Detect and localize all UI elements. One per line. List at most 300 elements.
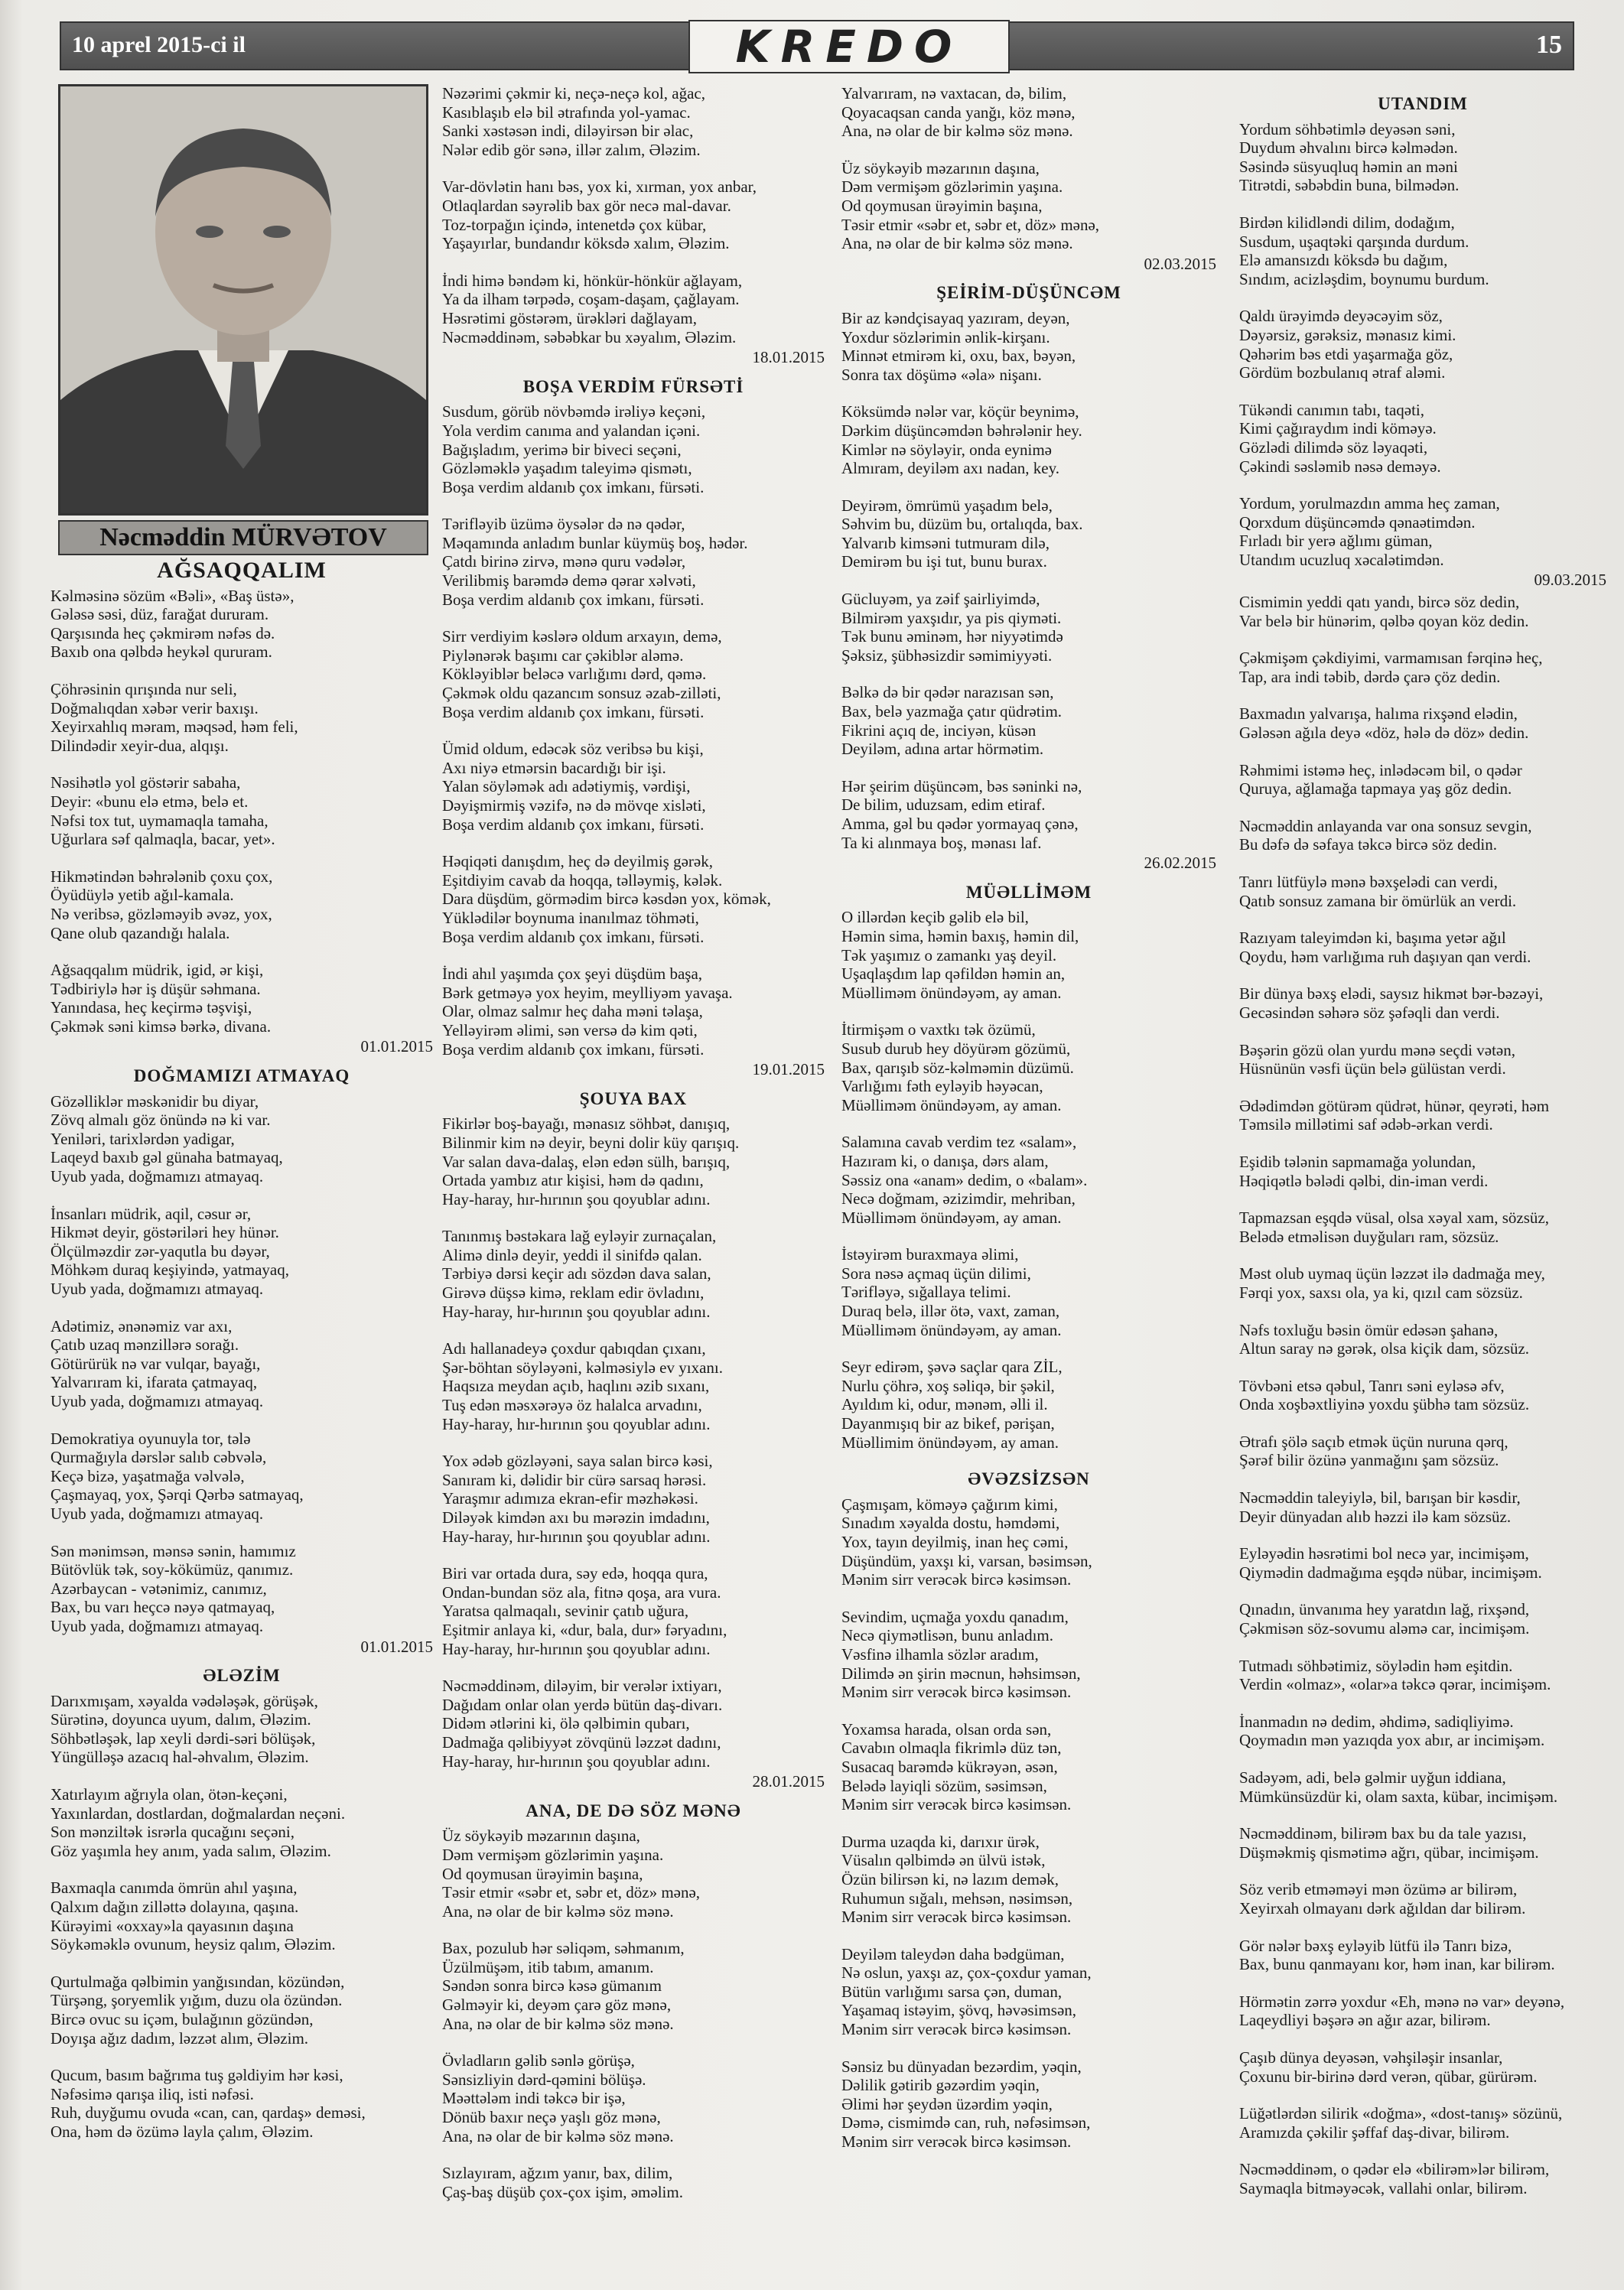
poem-title: ANA, DE DƏ SÖZ MƏNƏ bbox=[526, 1800, 741, 1820]
stanza bbox=[442, 1564, 825, 1658]
verse-line: Belədə layiqli sözüm, səsimsən, bbox=[841, 1776, 1047, 1795]
verse-line: Amma, gəl bu qədər yormayaq çənə, bbox=[841, 815, 1079, 833]
verse-line: Bu dəfə də səfaya təkcə bircə söz dedin. bbox=[1239, 835, 1498, 854]
verse-line: Demokratiya oyunuyla tor, tələ bbox=[50, 1429, 251, 1448]
verse-line: Axı niyə etmərsin bacardığı bir işi. bbox=[442, 758, 666, 777]
verse-line: Sındım, acizləşdim, boynumu burdum. bbox=[1239, 269, 1489, 288]
verse-line: Müəlliməm önündəyəm, ay aman. bbox=[841, 1208, 1062, 1227]
author-portrait-icon bbox=[60, 86, 426, 513]
verse-line: Nəcməddinəm, bilirəm bax bu da tale yazısı, bbox=[1239, 1824, 1527, 1843]
stanza bbox=[1239, 1544, 1606, 1582]
stanza bbox=[1239, 401, 1606, 476]
verse-line: Mənim sirr verəcək bircə kəsimsən. bbox=[841, 1570, 1072, 1589]
verse-line: Kimlər nə söyləyir, onda eynimə bbox=[841, 440, 1052, 459]
verse-line: Mənim sirr verəcək bircə kəsimsən. bbox=[841, 2132, 1072, 2152]
verse-line: Sirr verdiyim kəslərə oldum arxayın, demə, bbox=[442, 627, 722, 646]
verse-line: Birdən kilidləndi dilim, dodağım, bbox=[1239, 213, 1455, 232]
verse-line: Saymaqla bitməyəcək, vallahi onlar, bilirəm. bbox=[1239, 2178, 1528, 2197]
verse-line: Qucum, basım bağrıma tuş gəldiyim hər kəsi, bbox=[50, 2066, 343, 2085]
verse-line: Baxmadın yalvarışa, halıma rixşənd elədin, bbox=[1239, 704, 1518, 724]
stanza bbox=[841, 496, 1216, 571]
verse-line: Od qoymusan ürəyimin başına, bbox=[841, 196, 1043, 215]
poem bbox=[1239, 593, 1606, 2197]
stanza bbox=[1239, 1657, 1606, 1694]
verse-line: Əlimi hər şeydən üzərdim yəqin, bbox=[841, 2094, 1053, 2113]
stanza bbox=[50, 867, 433, 942]
verse-line: Həqiqəti danışdım, heç də deyilmiş gərək, bbox=[442, 852, 713, 871]
verse-line: Hikmətindən bəhrələnib çoxu çox, bbox=[50, 867, 273, 886]
verse-line: Hüsnünün vəsfi üçün belə gülüstan verdi. bbox=[1239, 1059, 1506, 1078]
verse-line: Baxmaqla canımda ömrün ahıl yaşına, bbox=[50, 1879, 298, 1898]
verse-line: Qurtulmağa qəlbimin yanğısından, közündən, bbox=[50, 1972, 345, 1991]
verse-line: Şərəf bilir özünə yanmağını şam sözsüz. bbox=[1239, 1451, 1499, 1470]
verse-line: Köksümdə nələr var, köçür beynimə, bbox=[841, 402, 1079, 421]
verse-line: Öyüdüylə yetib ağıl-kamala. bbox=[50, 886, 234, 905]
verse-line: Tanınmış bəstəkara lağ eyləyir zurnaçalan, bbox=[442, 1227, 717, 1246]
verse-line: Təmsilə millətimi saf ədəb-ərkan verdi. bbox=[1239, 1115, 1493, 1134]
stanza bbox=[1239, 1488, 1606, 1526]
verse-line: Üz söykəyib məzarının daşına, bbox=[841, 158, 1040, 177]
poem-date: 19.01.2015 bbox=[752, 1060, 825, 1079]
verse-line: Hay-haray, hır-hırının şou qoyublar adını. bbox=[442, 1527, 711, 1546]
verse-line: Dara düşdüm, görmədim bircə kəsdən yox, kömək, bbox=[442, 890, 771, 909]
verse-line: Bax, qarışıb söz-kəlməmin düzümü. bbox=[841, 1058, 1074, 1077]
stanza bbox=[841, 908, 1216, 1002]
verse-line: Minnət etmirəm ki, oxu, bax, bəyən, bbox=[841, 346, 1076, 366]
verse-line: Səssiz ona «anam» dedim, o «balam». bbox=[841, 1170, 1088, 1189]
verse-line: Tutmadı söhbətimiz, söylədin həm eşitdin. bbox=[1239, 1656, 1513, 1675]
verse-line: Gəlməyir ki, deyəm çarə göz mənə, bbox=[442, 1996, 672, 2015]
verse-line: Qınadın, ünvanıma hey yaratdın lağ, rixşənd, bbox=[1239, 1600, 1530, 1619]
stanza bbox=[442, 272, 825, 346]
verse-line: Quruya, ağlamağa tapmaya yaş göz dedin. bbox=[1239, 779, 1512, 799]
stanza bbox=[841, 402, 1216, 477]
stanza bbox=[50, 1879, 433, 1953]
stanza bbox=[841, 1358, 1216, 1452]
verse-line: Çaş-baş düşüb çox-çox işim, əməlim. bbox=[442, 2182, 683, 2201]
verse-line: Yüklədilər boynuma inanılmaz töhməti, bbox=[442, 908, 699, 927]
page-number: 15 bbox=[1536, 31, 1562, 59]
verse-line: Verdin «olmaz», «olar»a təkcə qərar, incimişəm. bbox=[1239, 1675, 1551, 1694]
verse-line: Müəlliməm önündəyəm, ay aman. bbox=[841, 983, 1062, 1002]
stanza bbox=[841, 1833, 1216, 1927]
verse-line: Tapmazsan eşqdə vüsal, olsa xəyal xam, sözsüz, bbox=[1239, 1208, 1549, 1228]
verse-line: Altun saray nə gərək, olsa kiçik dam, sözsüz. bbox=[1239, 1339, 1530, 1358]
verse-line: Cismimin yeddi qatı yandı, bircə söz dedin, bbox=[1239, 593, 1520, 612]
verse-line: De bilim, uduzsam, edim etiraf. bbox=[841, 795, 1046, 815]
verse-line: Həsrətimi göstərəm, ürəkləri dağlayam, bbox=[442, 308, 697, 327]
verse-line: Uyub yada, doğmamızı atmayaq. bbox=[50, 1616, 264, 1635]
verse-line: Sınadım xəyalda dostu, həmdəmi, bbox=[841, 1514, 1060, 1533]
stanza bbox=[841, 683, 1216, 758]
verse-line: Üz söykəyib məzarının daşına, bbox=[442, 1826, 640, 1846]
verse-line: Düşündüm, yaxşı ki, varsan, bəsimsən, bbox=[841, 1551, 1092, 1570]
column-4 bbox=[1239, 84, 1606, 2217]
verse-line: Olar, olmaz salmır heç daha məni təlaşa, bbox=[442, 1002, 703, 1021]
poem bbox=[442, 378, 825, 1079]
verse-line: Uğurlara səf qalmaqla, bacar, yet». bbox=[50, 830, 275, 849]
verse-line: Var salan dava-dalaş, elən edən sülh, barışıq, bbox=[442, 1152, 731, 1171]
stanza bbox=[1239, 1433, 1606, 1470]
verse-line: Ondan-bundan söz ala, fitnə qoşa, ara vura. bbox=[442, 1583, 721, 1602]
verse-line: Piylənərək başımı car çəkiblər aləmə. bbox=[442, 646, 684, 665]
verse-line: Girəvə düşsə kimə, reklam edir övladını, bbox=[442, 1283, 705, 1303]
verse-line: Qorxdum düşüncəmdə qənaətimdən. bbox=[1239, 512, 1476, 532]
poem-title: ƏLƏZİM bbox=[203, 1666, 281, 1686]
stanza bbox=[50, 680, 433, 755]
verse-line: Verilibmiş barəmdə demə qərar xəlvəti, bbox=[442, 571, 696, 590]
verse-line: Fərqi yox, saxsı ola, ya ki, qızıl cam sözsüz. bbox=[1239, 1283, 1523, 1302]
stanza bbox=[1239, 817, 1606, 854]
stanza bbox=[442, 1677, 825, 1771]
verse-line: Uşaqlaşdım lap qəfildən həmin an, bbox=[841, 964, 1066, 984]
stanza bbox=[841, 1020, 1216, 1114]
verse-line: Deyir dünyadan alıb həzzi ilə kam sözsüz. bbox=[1239, 1507, 1512, 1526]
verse-line: Bax, bunu qanmayanı kor, həm inan, kar bilirəm. bbox=[1239, 1955, 1555, 1974]
verse-line: Söhbətləşək, lap xeyli dərdi-səri bölüşək, bbox=[50, 1729, 316, 1748]
poem-title: DOĞMAMIZI ATMAYAQ bbox=[133, 1066, 350, 1086]
verse-line: Özün bilirsən ki, nə lazım demək, bbox=[841, 1869, 1059, 1888]
verse-line: Dilindədir xeyir-dua, alqışı. bbox=[50, 736, 229, 755]
column-2 bbox=[442, 84, 825, 2220]
poem bbox=[841, 883, 1216, 1452]
verse-line: Möhkəm duraq keşiyində, yatmayaq, bbox=[50, 1260, 290, 1280]
stanza bbox=[50, 773, 433, 848]
verse-line: Dilimdə ən şirin məcnun, həhsimsən, bbox=[841, 1664, 1081, 1683]
verse-line: Tərifləyib üzümə öysələr də nə qədər, bbox=[442, 515, 685, 534]
verse-line: Dəm vermişəm gözlərimin yaşına. bbox=[442, 1845, 664, 1864]
stanza bbox=[841, 1608, 1216, 1702]
verse-line: Dəyərsiz, gərəksiz, mənasız kimi. bbox=[1239, 325, 1456, 344]
verse-line: Biri var ortada dura, səy edə, hoqqa qura, bbox=[442, 1564, 708, 1583]
verse-line: Darıxmışam, xəyalda vədələşək, görüşək, bbox=[50, 1691, 318, 1710]
poem-title: ŞEİRİM-DÜŞÜNCƏM bbox=[936, 283, 1121, 303]
stanza bbox=[841, 2057, 1216, 2152]
verse-line: Bax, pozulub hər səliqəm, səhmanım, bbox=[442, 1939, 685, 1958]
verse-line: Ana, nə olar de bir kəlmə söz mənə. bbox=[841, 122, 1073, 141]
stanza bbox=[1239, 1321, 1606, 1358]
verse-line: Ayıldım ki, odur, mənəm, əlli il. bbox=[841, 1395, 1048, 1414]
stanza bbox=[442, 1452, 825, 1546]
verse-line: Dadmağa qəlibiyyət zövqünü ləzzət dadını, bbox=[442, 1732, 721, 1752]
issue-date: 10 aprel 2015-ci il bbox=[72, 32, 246, 57]
verse-line: İnanmadın nə dedim, əhdimə, sadiqliyimə. bbox=[1239, 1712, 1514, 1731]
verse-line: Kökləyiblər beləcə varlığımı dərd, qəmə. bbox=[442, 665, 707, 684]
verse-line: Ətrafı şölə saçıb etmək üçün nuruna qərq, bbox=[1239, 1432, 1508, 1451]
verse-line: Fırladı bir yerə ağlımı güman, bbox=[1239, 532, 1433, 551]
verse-line: Necə qiymətlisən, bunu anladım. bbox=[841, 1626, 1054, 1645]
stanza bbox=[442, 627, 825, 721]
verse-line: Çəkmək oldu qazancım sonsuz əzab-zilləti, bbox=[442, 684, 721, 703]
verse-line: Yoxdur sözlərimin ənlik-kirşanı. bbox=[841, 327, 1050, 346]
poem bbox=[1239, 95, 1606, 590]
verse-line: Uyub yada, doğmamızı atmayaq. bbox=[50, 1504, 264, 1523]
verse-line: Çöhrəsinin qırışında nur seli, bbox=[50, 679, 237, 698]
verse-line: Yola verdim canıma and yalandan içəni. bbox=[442, 421, 701, 440]
verse-line: Yaşamaq istəyim, şövq, həvəsimsən, bbox=[841, 2001, 1077, 2020]
verse-line: Xeyirxahlıq məram, məqsəd, həm feli, bbox=[50, 717, 298, 737]
verse-line: Lüğətlərdən silirik «doğma», «dost-tanış» sözünü, bbox=[1239, 2104, 1563, 2123]
verse-line: Bircə ovuc su içəm, bulağının gözündən, bbox=[50, 2010, 314, 2028]
stanza bbox=[442, 1826, 825, 1921]
verse-line: Bərk getməyə yox heyim, meylliyəm yavaşa. bbox=[442, 983, 733, 1002]
verse-line: Yaşayırlar, bundandır köksdə xalım, Ələzim. bbox=[442, 234, 730, 253]
verse-line: Yalvarıb kimsəni tutmuram dilə, bbox=[841, 533, 1050, 552]
stanza bbox=[841, 1495, 1216, 1589]
verse-line: Adı hallanadeyə çoxdur qabıqdan çıxanı, bbox=[442, 1339, 706, 1358]
verse-line: Nələr edib gör sənə, illər zalım, Ələzim. bbox=[442, 140, 701, 159]
verse-line: Sora nəsə açmaq üçün dilimi, bbox=[841, 1264, 1031, 1283]
verse-line: Söz verib etməməyi mən özümə ar bilirəm, bbox=[1239, 1880, 1518, 1899]
stanza bbox=[841, 1945, 1216, 2039]
verse-line: Toz-torpağın içində, intenetdə çox kübar, bbox=[442, 215, 707, 234]
verse-line: Nəzərimi çəkmir ki, neçə-neçə kol, ağac, bbox=[442, 84, 705, 102]
verse-line: Həmin sima, həmin baxış, həmin dil, bbox=[841, 926, 1079, 945]
verse-line: Eşitmir anlaya ki, «dur, bala, dur» fəryadını, bbox=[442, 1620, 727, 1639]
stanza bbox=[442, 2051, 825, 2145]
verse-line: Ona, həm də özümə layla çalım, Ələzim. bbox=[50, 2122, 314, 2141]
verse-line: Təsir etmir «səbr et, səbr et, döz» mənə, bbox=[841, 215, 1100, 234]
poem-date: 01.01.2015 bbox=[360, 1037, 433, 1056]
stanza bbox=[1239, 873, 1606, 910]
verse-line: Elə amansızdı köksdə bu dağım, bbox=[1239, 251, 1448, 270]
verse-line: Üzülmüşəm, itib tabım, amanım. bbox=[442, 1957, 654, 1976]
verse-line: Eşitdiyim cavab da hoqqa, təlləymiş, kələk. bbox=[442, 870, 723, 890]
verse-line: Sonra tax döşümə «əla» nişanı. bbox=[841, 365, 1042, 384]
verse-line: Gecəsindən səhərə söz şəfəqli dan verdi. bbox=[1239, 1003, 1500, 1022]
verse-line: Yelləyirəm əlimi, sən versə də kim qəti, bbox=[442, 1020, 698, 1039]
verse-line: Mümkünsüzdür ki, olam saxta, kübar, incimişəm. bbox=[1239, 1787, 1558, 1806]
verse-line: Durma uzaqda ki, darıxır ürək, bbox=[841, 1832, 1040, 1851]
stanza bbox=[1239, 1992, 1606, 2030]
verse-line: Məst olub uymaq üçün ləzzət ilə dadmağa mey, bbox=[1239, 1264, 1545, 1283]
verse-line: Susub durub hey döyürəm gözümü, bbox=[841, 1039, 1071, 1058]
verse-line: Xeyirxah olmayanı dərk ağıldan dar bilirəm. bbox=[1239, 1898, 1526, 1918]
verse-line: Məəttələm indi təkcə bir işə, bbox=[442, 2089, 626, 2108]
verse-line: Bütün varlığımı sarsa çən, duman, bbox=[841, 1982, 1063, 2001]
verse-line: Dəyişmirmiş vəzifə, nə də mövqe xisləti, bbox=[442, 796, 706, 815]
stanza bbox=[841, 1133, 1216, 1227]
verse-line: Boşa verdim aldanıb çox imkanı, fürsəti. bbox=[442, 927, 705, 946]
verse-line: Ta ki alınmaya boş, mənası laf. bbox=[841, 833, 1042, 852]
verse-line: Səndən sonra bircə kəsə gümanım bbox=[442, 1976, 662, 1996]
verse-line: Tanrı lütfüylə mənə bəxşelədi can verdi, bbox=[1239, 873, 1498, 891]
stanza bbox=[841, 309, 1216, 384]
author-photo bbox=[58, 84, 428, 516]
verse-line: Laqeydliyi bəşərə ən ağır azar, bilirəm. bbox=[1239, 2011, 1491, 2030]
stanza bbox=[50, 1785, 433, 1860]
stanza bbox=[1239, 1377, 1606, 1414]
verse-line: İnsanları müdrik, aqil, cəsur ər, bbox=[50, 1204, 252, 1223]
stanza bbox=[442, 1227, 825, 1321]
stanza bbox=[442, 1939, 825, 2033]
verse-line: Sadəyəm, adi, belə gəlmir uyğun iddiana, bbox=[1239, 1768, 1506, 1787]
verse-line: Çəkmisən söz-sovumu aləmə car, incimişəm. bbox=[1239, 1619, 1530, 1638]
verse-line: Çoxunu bir-birinə dərd verən, qübar, gürürəm. bbox=[1239, 2067, 1538, 2086]
verse-line: Rəhmimi istəmə heç, inlədəcəm bil, o qədər bbox=[1239, 760, 1522, 779]
stanza bbox=[1239, 1097, 1606, 1134]
verse-line: Almıram, deyiləm axı nadan, key. bbox=[841, 459, 1059, 478]
verse-line: Alimə dinlə deyir, yeddi il sinifdə qalan. bbox=[442, 1245, 702, 1264]
stanza bbox=[442, 515, 825, 609]
verse-line: Göz yaşımla hey anım, yada salım, Ələzim. bbox=[50, 1841, 331, 1860]
stanza bbox=[1239, 1880, 1606, 1918]
verse-line: Eşidib tələnin sapmamağa yolundan, bbox=[1239, 1152, 1476, 1171]
verse-line: Ruhumun sığalı, mehsən, nəsimsən, bbox=[841, 1888, 1073, 1908]
poem-title: ƏVƏZSİZSƏN bbox=[968, 1469, 1090, 1489]
verse-line: Nəcməddinəm, səbəbkar bu xəyalım, Ələzim. bbox=[442, 327, 737, 346]
verse-line: Tuş edən məsxərəyə öz halalca arvadını, bbox=[442, 1396, 702, 1415]
verse-line: Gör nələr bəxş eyləyib lütfü ilə Tanrı bizə, bbox=[1239, 1936, 1512, 1955]
verse-line: Dəmə, cismimdə can, ruh, nəfəsimsən, bbox=[841, 2113, 1091, 2132]
verse-line: Kürəyimi «oxxay»la qayasının daşına bbox=[50, 1916, 294, 1935]
stanza bbox=[1239, 213, 1606, 288]
verse-line: İndi himə bəndəm ki, hönkür-hönkür ağlayam, bbox=[442, 271, 743, 290]
stanza bbox=[442, 1114, 825, 1208]
verse-line: Necə doğmam, əzizimdir, mehriban, bbox=[841, 1189, 1076, 1208]
poem bbox=[841, 84, 1216, 273]
verse-line: Tədbiriylə hər iş düşür səhmana. bbox=[50, 979, 261, 998]
verse-line: Müəlliməm önündəyəm, ay aman. bbox=[841, 1320, 1062, 1339]
verse-line: Nəcməddin anlayanda var ona sonsuz sevgin, bbox=[1239, 816, 1532, 835]
verse-line: Gözlədi dilimdə söz ləyaqəti, bbox=[1239, 438, 1428, 457]
verse-line: Dəlilik gətirib gəzərdim yəqin, bbox=[841, 2076, 1040, 2095]
verse-line: Mənim sirr verəcək bircə kəsimsən. bbox=[841, 1908, 1072, 1927]
verse-line: Duydum əhvalını bircə kəlmədən. bbox=[1239, 138, 1458, 158]
verse-line: Eyləyədin həsrətimi bol necə yar, incimişəm, bbox=[1239, 1544, 1529, 1563]
verse-line: Yox ədəb gözləyəni, saya salan bircə kəsi, bbox=[442, 1452, 713, 1471]
verse-line: Yaxınlardan, dostlardan, doğmalardan neçəni. bbox=[50, 1804, 346, 1823]
verse-line: Ədədimdən götürəm qüdrət, hünər, qeyrəti, həm bbox=[1239, 1096, 1550, 1115]
verse-line: Nəcməddinəm, diləyim, bir verələr ixtiyarı, bbox=[442, 1677, 722, 1696]
stanza bbox=[442, 1339, 825, 1433]
poem-date: 26.02.2015 bbox=[1144, 854, 1216, 873]
verse-line: Gələsən ağıla deyə «döz, hələ də döz» dedin. bbox=[1239, 724, 1529, 743]
stanza bbox=[1239, 649, 1606, 686]
verse-line: Yox, tayın deyilmiş, inan heç cəmi, bbox=[841, 1533, 1069, 1551]
verse-line: Hay-haray, hır-hırının şou qoyublar adını. bbox=[442, 1752, 711, 1771]
verse-line: Çəkindi səsləmib nəsə deməyə. bbox=[1239, 457, 1441, 476]
verse-line: Adətimiz, ənənəmiz var axı, bbox=[50, 1316, 233, 1335]
stanza bbox=[841, 777, 1216, 852]
verse-line: Qaldı ürəyimdə deyəcəyim söz, bbox=[1239, 307, 1443, 326]
verse-line: Səsində süsyuqluq həmin an məni bbox=[1239, 157, 1458, 176]
verse-line: İndi ahıl yaşımda çox şeyi düşdüm başa, bbox=[442, 964, 703, 984]
verse-line: Fikrini açıq de, inciyən, küsən bbox=[841, 721, 1037, 740]
poem bbox=[50, 1067, 433, 1656]
verse-line: Titrətdi, səbəbdin buna, bilmədən. bbox=[1239, 176, 1460, 195]
verse-line: Yalvarıram ki, ifarata çatmayaq, bbox=[50, 1373, 258, 1392]
verse-line: Uyub yada, doğmamızı atmayaq. bbox=[50, 1167, 264, 1186]
poem bbox=[442, 1802, 825, 2202]
verse-line: Gördüm bozbulanıq ətraf aləmi. bbox=[1239, 363, 1446, 382]
verse-line: Tərbiyə dərsi keçir adı sözdən dava salan, bbox=[442, 1264, 711, 1283]
verse-line: Tükəndi canımın tabı, taqəti, bbox=[1239, 400, 1425, 419]
poem-title: ŞOUYA BAX bbox=[579, 1088, 688, 1108]
verse-line: Var belə bir hünərim, qəlbə qoyan köz dedin. bbox=[1239, 611, 1529, 630]
verse-line: Söykəməklə ovunum, heysiz qalım, Ələzim. bbox=[50, 1935, 336, 1954]
verse-line: Tək bunu əminəm, hər niyyətimdə bbox=[841, 627, 1063, 646]
verse-line: Nəcməddin taleyiylə, bil, barışan bir kəsdir, bbox=[1239, 1488, 1521, 1508]
poem bbox=[841, 1470, 1216, 2151]
verse-line: Bütövlük tək, soy-kökümüz, qanımız. bbox=[50, 1560, 294, 1579]
verse-line: Bir az kəndçisayaq yazıram, deyən, bbox=[841, 308, 1070, 327]
poem-title: UTANDIM bbox=[1378, 94, 1468, 113]
stanza bbox=[442, 84, 825, 159]
poem-title: MÜƏLLİMƏM bbox=[965, 882, 1092, 902]
verse-line: Bir dünya bəxş elədi, saysız hikmət bər-bəzəyi, bbox=[1239, 984, 1544, 1004]
poem-title: BOŞA VERDİM FÜRSƏTİ bbox=[522, 376, 744, 396]
stanza bbox=[442, 740, 825, 834]
verse-line: Utandım ucuzluq xəcalətimdən. bbox=[1239, 550, 1444, 569]
verse-line: Müəlliməm önündəyəm, ay aman. bbox=[841, 1095, 1062, 1114]
verse-line: Çaşmayaq, yox, Şərqi Qərbə satmayaq, bbox=[50, 1485, 304, 1504]
verse-line: Ya da ilham tərpədə, coşam-daşam, çağlayam. bbox=[442, 290, 740, 309]
verse-line: Məqamında anladım bunlar küymüş boş, hədər. bbox=[442, 533, 748, 552]
verse-line: Yanındasa, heç keçirmə təşvişi, bbox=[50, 998, 252, 1017]
verse-line: Qəhərim bəs etdi yaşarmağa göz, bbox=[1239, 344, 1453, 363]
verse-line: Dayanmışıq bir az bikef, pərişan, bbox=[841, 1414, 1055, 1433]
verse-line: Yaratsa qalmaqalı, sevinir çatıb uğura, bbox=[442, 1602, 689, 1621]
stanza bbox=[841, 84, 1216, 141]
verse-line: Nə oslun, yaxşı az, çox-çoxdur yaman, bbox=[841, 1963, 1092, 1983]
verse-line: Demirəm bu işi tut, bunu burax. bbox=[841, 552, 1047, 571]
verse-line: Tap, ara indi təbib, dərdə çarə çöz dedin. bbox=[1239, 667, 1501, 686]
verse-line: Həqiqətlə bələdi qəlbi, din-iman verdi. bbox=[1239, 1171, 1489, 1190]
verse-line: Şər-böhtan söyləyəni, kəlməsiylə ev yıxanı. bbox=[442, 1358, 723, 1377]
verse-line: Çəkmək səni kimsə bərkə, divana. bbox=[50, 1017, 272, 1036]
stanza bbox=[442, 402, 825, 496]
verse-line: Baxıb ona qəlbdə heykəl qururam. bbox=[50, 642, 272, 662]
verse-line: Yordum söhbətimlə deyəsən səni, bbox=[1239, 119, 1456, 138]
verse-line: Laqeyd baxıb gəl günaha batmayaq, bbox=[50, 1148, 283, 1167]
verse-line: Hörmətin zərrə yoxdur «Eh, mənə nə var» deyənə, bbox=[1239, 1992, 1565, 2011]
verse-line: Yalan söyləmək adı adətiymiş, vərdişi, bbox=[442, 777, 691, 796]
verse-line: Cavabın olmaqla fikrimlə düz tən, bbox=[841, 1739, 1062, 1758]
verse-line: İtirmişəm o vaxtkı tək özümü, bbox=[841, 1020, 1036, 1039]
verse-line: Ana, nə olar de bir kəlmə söz mənə. bbox=[442, 2126, 674, 2145]
verse-line: Aramızda çəkilir şəffaf daş-divar, bilirəm. bbox=[1239, 2122, 1510, 2142]
verse-line: Bağışladım, yerimə bir biveci seçəni, bbox=[442, 440, 682, 459]
stanza bbox=[50, 1092, 433, 1186]
verse-line: Yüngülləşə azacıq hal-əhvalım, Ələzim. bbox=[50, 1748, 309, 1767]
verse-line: Qurmağıyla dərslər salıb cəbvələ, bbox=[50, 1448, 267, 1467]
verse-line: Şəksiz, şübhəsizdir səmimiyyəti. bbox=[841, 646, 1053, 665]
stanza bbox=[1239, 1937, 1606, 1974]
verse-line: Səhvim bu, düzüm bu, ortalıqda, bax. bbox=[841, 515, 1083, 534]
verse-line: Sənsiz bu dünyadan bezərdim, yəqin, bbox=[841, 2057, 1082, 2076]
verse-line: Boşa verdim aldanıb çox imkanı, fürsəti. bbox=[442, 590, 705, 609]
verse-line: Belədə etməlisən duyğuları ram, sözsüz. bbox=[1239, 1227, 1499, 1246]
verse-line: Qatıb sonsuz zamana bir ömürlük an verdi. bbox=[1239, 891, 1517, 910]
verse-line: Doyışa ağız dadım, ləzzət alım, Ələzim. bbox=[50, 2028, 309, 2048]
verse-line: Ruh, duyğumu ovuda «can, can, qardaş» deməsi, bbox=[50, 2103, 366, 2122]
verse-line: Keçə bizə, yaşatmağa vəlvələ, bbox=[50, 1466, 245, 1485]
verse-line: Hər şeirim düşüncəm, bəs səninki nə, bbox=[841, 776, 1082, 795]
stanza bbox=[1239, 1264, 1606, 1302]
verse-line: Sızlayıram, ağzım yanır, bax, dilim, bbox=[442, 2164, 673, 2183]
newspaper-title: KREDO bbox=[688, 20, 1010, 73]
stanza bbox=[1239, 2048, 1606, 2086]
verse-line: Mənim sirr verəcək bircə kəsimsən. bbox=[841, 1795, 1072, 1814]
verse-line: Təsir etmir «səbr et, səbr et, döz» mənə, bbox=[442, 1883, 701, 1902]
verse-line: Hay-haray, hır-hırının şou qoyublar adını. bbox=[442, 1189, 711, 1208]
column-3 bbox=[841, 84, 1216, 2170]
poem bbox=[841, 284, 1216, 872]
verse-line: Qarşısında heç çəkmirəm nəfəs də. bbox=[50, 623, 275, 642]
verse-line: Dağıdam onlar olan yerdə bütün daş-divarı. bbox=[442, 1695, 723, 1714]
verse-line: Bax, bu varı heçcə nəyə qatmayaq, bbox=[50, 1598, 275, 1617]
